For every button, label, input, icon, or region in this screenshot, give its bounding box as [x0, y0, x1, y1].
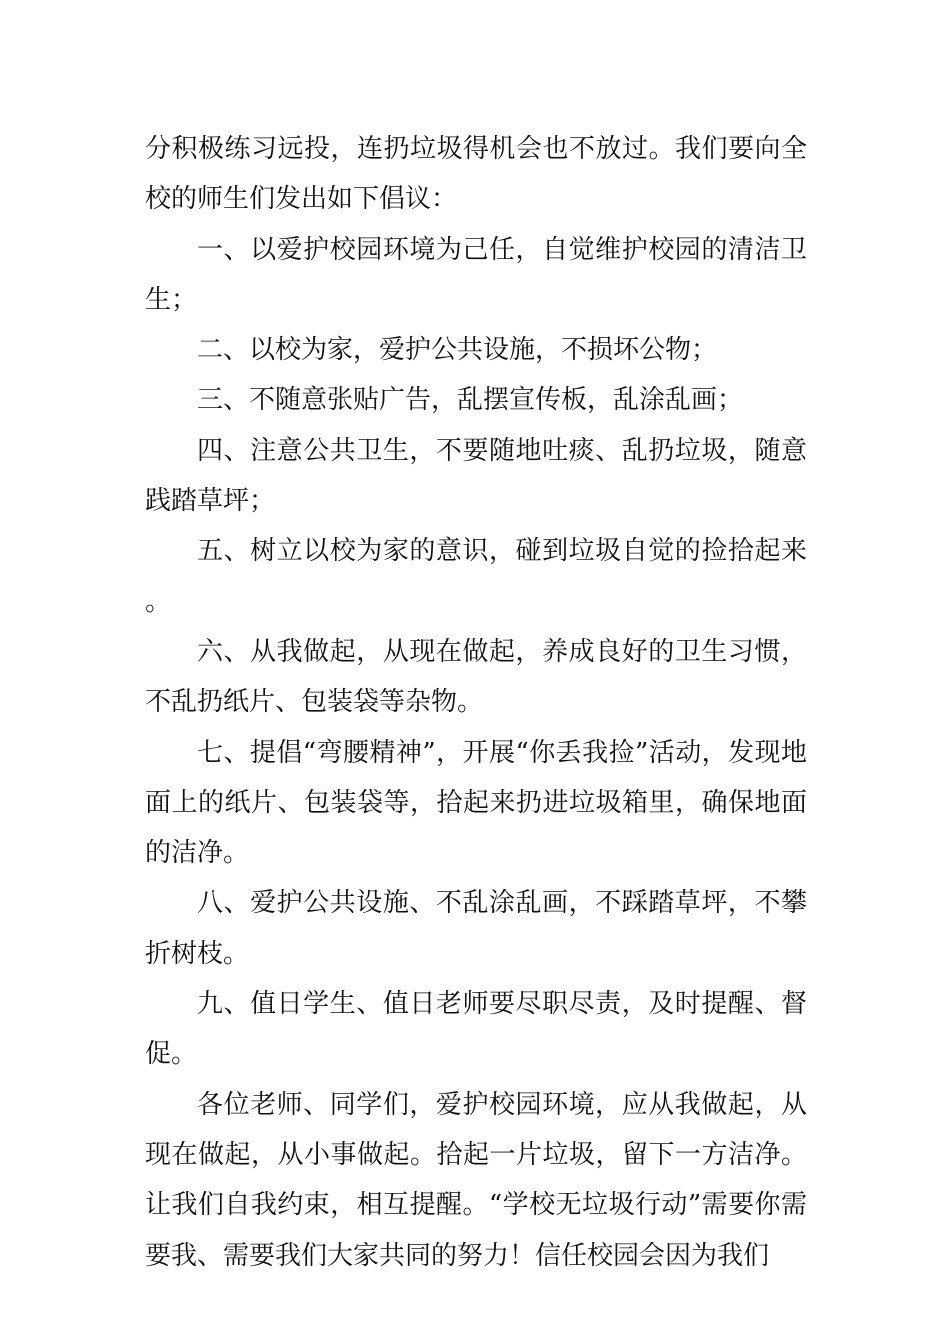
proposal-item-1: 一、以爱护校园环境为己任，自觉维护校园的清洁卫生； — [145, 234, 807, 315]
document-body — [145, 124, 807, 1281]
proposal-item-2: 二、以校为家，爱护公共设施，不损坏公物； — [197, 335, 718, 366]
proposal-item-3: 三、不随意张贴广告，乱摆宣传板，乱涂乱画； — [197, 385, 744, 416]
proposal-item-6: 六、从我做起，从现在做起，养成良好的卫生习惯，不乱扔纸片、包装袋等杂物。 — [145, 636, 807, 718]
proposal-item-7: 七、提倡“弯腰精神”，开展“你丢我捡”活动，发现地面上的纸片、包装袋等，拾起来扔进垃圾箱里，确保地面的洁净。 — [145, 737, 807, 869]
proposal-item-5: 五、树立以校为家的意识，碰到垃圾自觉的捡拾起来。 — [145, 536, 807, 617]
closing-paragraph: 各位老师、同学们，爱护校园环境，应从我做起，从现在做起，从小事做起。拾起一片垃圾，留下一方洁净。让我们自我约束，相互提醒。“学校无垃圾行动”需要你需要我、需要我们大家共同的努力！信任校园会因为我们 — [145, 1089, 807, 1271]
proposal-item-4: 四、注意公共卫生，不要随地吐痰、乱扔垃圾，随意践踏草坪； — [145, 435, 807, 517]
proposal-item-8: 八、爱护公共设施、不乱涂乱画，不踩踏草坪，不攀折树枝。 — [145, 888, 807, 969]
paragraph-intro-continued: 分积极练习远投，连扔垃圾得机会也不放过。我们要向全校的师生们发出如下倡议： — [145, 134, 807, 215]
proposal-item-9: 九、值日学生、值日老师要尽职尽责，及时提醒、督促。 — [145, 989, 807, 1070]
